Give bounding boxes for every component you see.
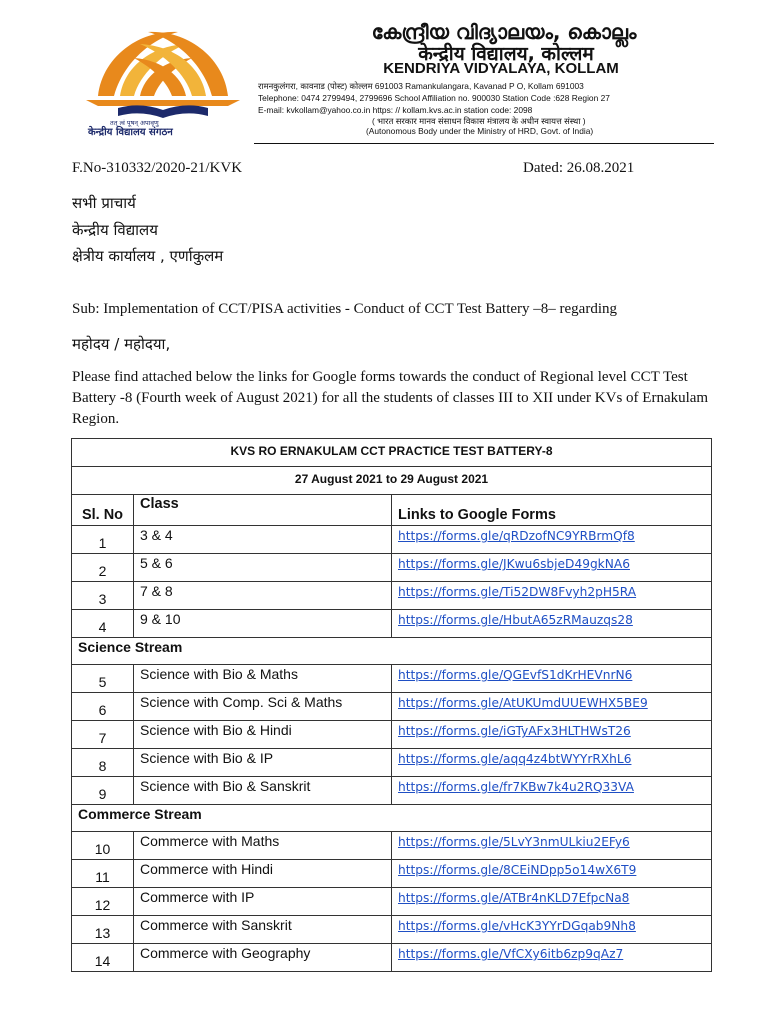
google-form-link[interactable]: https://forms.gle/JKwu6sbjeD49gkNA6 <box>398 557 630 571</box>
serial-number: 6 <box>72 693 134 721</box>
subject-line: Sub: Implementation of CCT/PISA activities - Conduct of CCT Test Battery –8– regarding <box>72 301 618 317</box>
form-link-cell <box>392 665 712 693</box>
recipient-line: केन्द्रीय विद्यालय <box>72 221 158 239</box>
class-name: Commerce with IP <box>134 888 392 916</box>
school-name-hindi: केन्द्रीय विद्यालय, कोल्लम <box>418 43 594 65</box>
header-links: Links to Google Forms <box>392 495 712 526</box>
body-paragraph: Please find attached below the links for Google forms towards the conduct of Regional level CCT Test Battery -8 (Fourth week of August 2021) for all the students of classes III to XII under KVs of Ernakulam Region. <box>72 369 709 427</box>
google-form-link[interactable]: https://forms.gle/vHcK3YYrDGqab9Nh8 <box>398 919 636 933</box>
sun-rays-icon <box>86 32 240 106</box>
serial-number: 4 <box>72 610 134 638</box>
class-name: Science with Bio & Maths <box>134 665 392 693</box>
google-forms-table <box>71 438 712 972</box>
google-form-link[interactable]: https://forms.gle/VfCXy6itb6zp9qAz7 <box>398 947 624 961</box>
form-link-cell <box>392 749 712 777</box>
serial-number: 8 <box>72 749 134 777</box>
serial-number: 12 <box>72 888 134 916</box>
serial-number: 2 <box>72 554 134 582</box>
class-name: Commerce with Maths <box>134 832 392 860</box>
table-row <box>72 832 712 860</box>
form-link-cell <box>392 944 712 972</box>
form-link-cell <box>392 832 712 860</box>
school-name-malayalam: കേന്ദ്രീയ വിദ്യാലയം, കൊല്ലം <box>371 20 637 44</box>
recipient-line: क्षेत्रीय कार्यालय , एर्णाकुलम <box>72 247 224 265</box>
salutation: महोदय / महोदया, <box>72 335 171 353</box>
commerce-stream-heading-label: Commerce Stream <box>72 805 712 832</box>
kvs-logo <box>78 18 248 136</box>
school-address: रामनकुलंगरा, कावनाड (पोस्ट) कोल्लम 691003 Ramankulangara, Kavanad P O, Kollam 691003 <box>258 81 584 91</box>
serial-number: 9 <box>72 777 134 805</box>
form-link-cell <box>392 554 712 582</box>
commerce-stream-heading <box>72 805 712 832</box>
class-name: Commerce with Sanskrit <box>134 916 392 944</box>
letterhead-divider <box>254 143 714 144</box>
google-form-link[interactable]: https://forms.gle/AtUKUmdUUEWHX5BE9 <box>398 696 648 710</box>
table-row <box>72 777 712 805</box>
class-name: Commerce with Geography <box>134 944 392 972</box>
table-row <box>72 554 712 582</box>
serial-number: 13 <box>72 916 134 944</box>
logo-organisation: केन्द्रीय विद्यालय संगठन <box>88 127 173 138</box>
authority-english: (Autonomous Body under the Ministry of HRD, Govt. of India) <box>366 126 594 136</box>
header-class: Class <box>134 495 392 526</box>
letter-date: Dated: 26.08.2021 <box>523 160 635 176</box>
table-row <box>72 693 712 721</box>
google-form-link[interactable]: https://forms.gle/8CEiNDpp5o14wX6T9 <box>398 863 637 877</box>
serial-number: 14 <box>72 944 134 972</box>
serial-number: 3 <box>72 582 134 610</box>
table-dates: 27 August 2021 to 29 August 2021 <box>72 467 712 495</box>
form-link-cell <box>392 916 712 944</box>
book-icon <box>118 105 208 118</box>
table-row <box>72 526 712 554</box>
science-stream-heading <box>72 638 712 665</box>
form-link-cell <box>392 888 712 916</box>
table-row <box>72 944 712 972</box>
table-title: KVS RO ERNAKULAM CCT PRACTICE TEST BATTERY-8 <box>72 439 712 467</box>
form-link-cell <box>392 721 712 749</box>
science-stream-heading-label: Science Stream <box>72 638 712 665</box>
class-name: Science with Comp. Sci & Maths <box>134 693 392 721</box>
class-name: 7 & 8 <box>134 582 392 610</box>
table-row <box>72 749 712 777</box>
class-name: 9 & 10 <box>134 610 392 638</box>
logo-motto: तत् त्वं पूषन् अपावृणु <box>110 119 159 127</box>
google-form-link[interactable]: https://forms.gle/iGTyAFx3HLTHWsT26 <box>398 724 631 738</box>
table-row <box>72 610 712 638</box>
table-row <box>72 888 712 916</box>
google-form-link[interactable]: https://forms.gle/aqq4z4btWYYrRXhL6 <box>398 752 632 766</box>
table-row <box>72 916 712 944</box>
serial-number: 7 <box>72 721 134 749</box>
serial-number: 5 <box>72 665 134 693</box>
google-form-link[interactable]: https://forms.gle/qRDzofNC9YRBrmQf8 <box>398 529 635 543</box>
serial-number: 11 <box>72 860 134 888</box>
google-form-link[interactable]: https://forms.gle/ATBr4nKLD7EfpcNa8 <box>398 891 630 905</box>
table-row <box>72 665 712 693</box>
header-sl-no: Sl. No <box>72 495 134 526</box>
serial-number: 10 <box>72 832 134 860</box>
table-row <box>72 860 712 888</box>
class-name: Science with Bio & Hindi <box>134 721 392 749</box>
school-telephone: Telephone: 0474 2799494, 2799696 School Affiliation no. 900030 Station Code :628 Region 27 <box>258 93 610 103</box>
school-name-english: KENDRIYA VIDYALAYA, KOLLAM <box>383 60 619 77</box>
table-row <box>72 721 712 749</box>
google-form-link[interactable]: https://forms.gle/Ti52DW8Fvyh2pH5RA <box>398 585 637 599</box>
form-link-cell <box>392 693 712 721</box>
google-form-link[interactable]: https://forms.gle/fr7KBw7k4u2RQ33VA <box>398 780 634 794</box>
form-link-cell <box>392 777 712 805</box>
form-link-cell <box>392 860 712 888</box>
file-number: F.No-310332/2020-21/KVK <box>72 160 243 176</box>
class-name: Commerce with Hindi <box>134 860 392 888</box>
google-form-link[interactable]: https://forms.gle/QGEvfS1dKrHEVnrN6 <box>398 668 633 682</box>
google-form-link[interactable]: https://forms.gle/5LvY3nmULkiu2EFy6 <box>398 835 630 849</box>
class-name: 3 & 4 <box>134 526 392 554</box>
class-name: Science with Bio & Sanskrit <box>134 777 392 805</box>
recipient-line: सभी प्राचार्य <box>72 194 136 212</box>
school-email: E-mail: kvkollam@yahoo.co.in https: // kollam.kvs.ac.in station code: 2098 <box>258 105 533 115</box>
class-name: Science with Bio & IP <box>134 749 392 777</box>
table-row <box>72 582 712 610</box>
class-name: 5 & 6 <box>134 554 392 582</box>
form-link-cell <box>392 610 712 638</box>
serial-number: 1 <box>72 526 134 554</box>
authority-hindi: ( भारत सरकार मानव संसाधन विकास मंत्रालय के अधीन स्वायत्त संस्था ) <box>372 116 586 126</box>
google-form-link[interactable]: https://forms.gle/HbutA65zRMauzqs28 <box>398 613 633 627</box>
form-link-cell <box>392 582 712 610</box>
form-link-cell <box>392 526 712 554</box>
